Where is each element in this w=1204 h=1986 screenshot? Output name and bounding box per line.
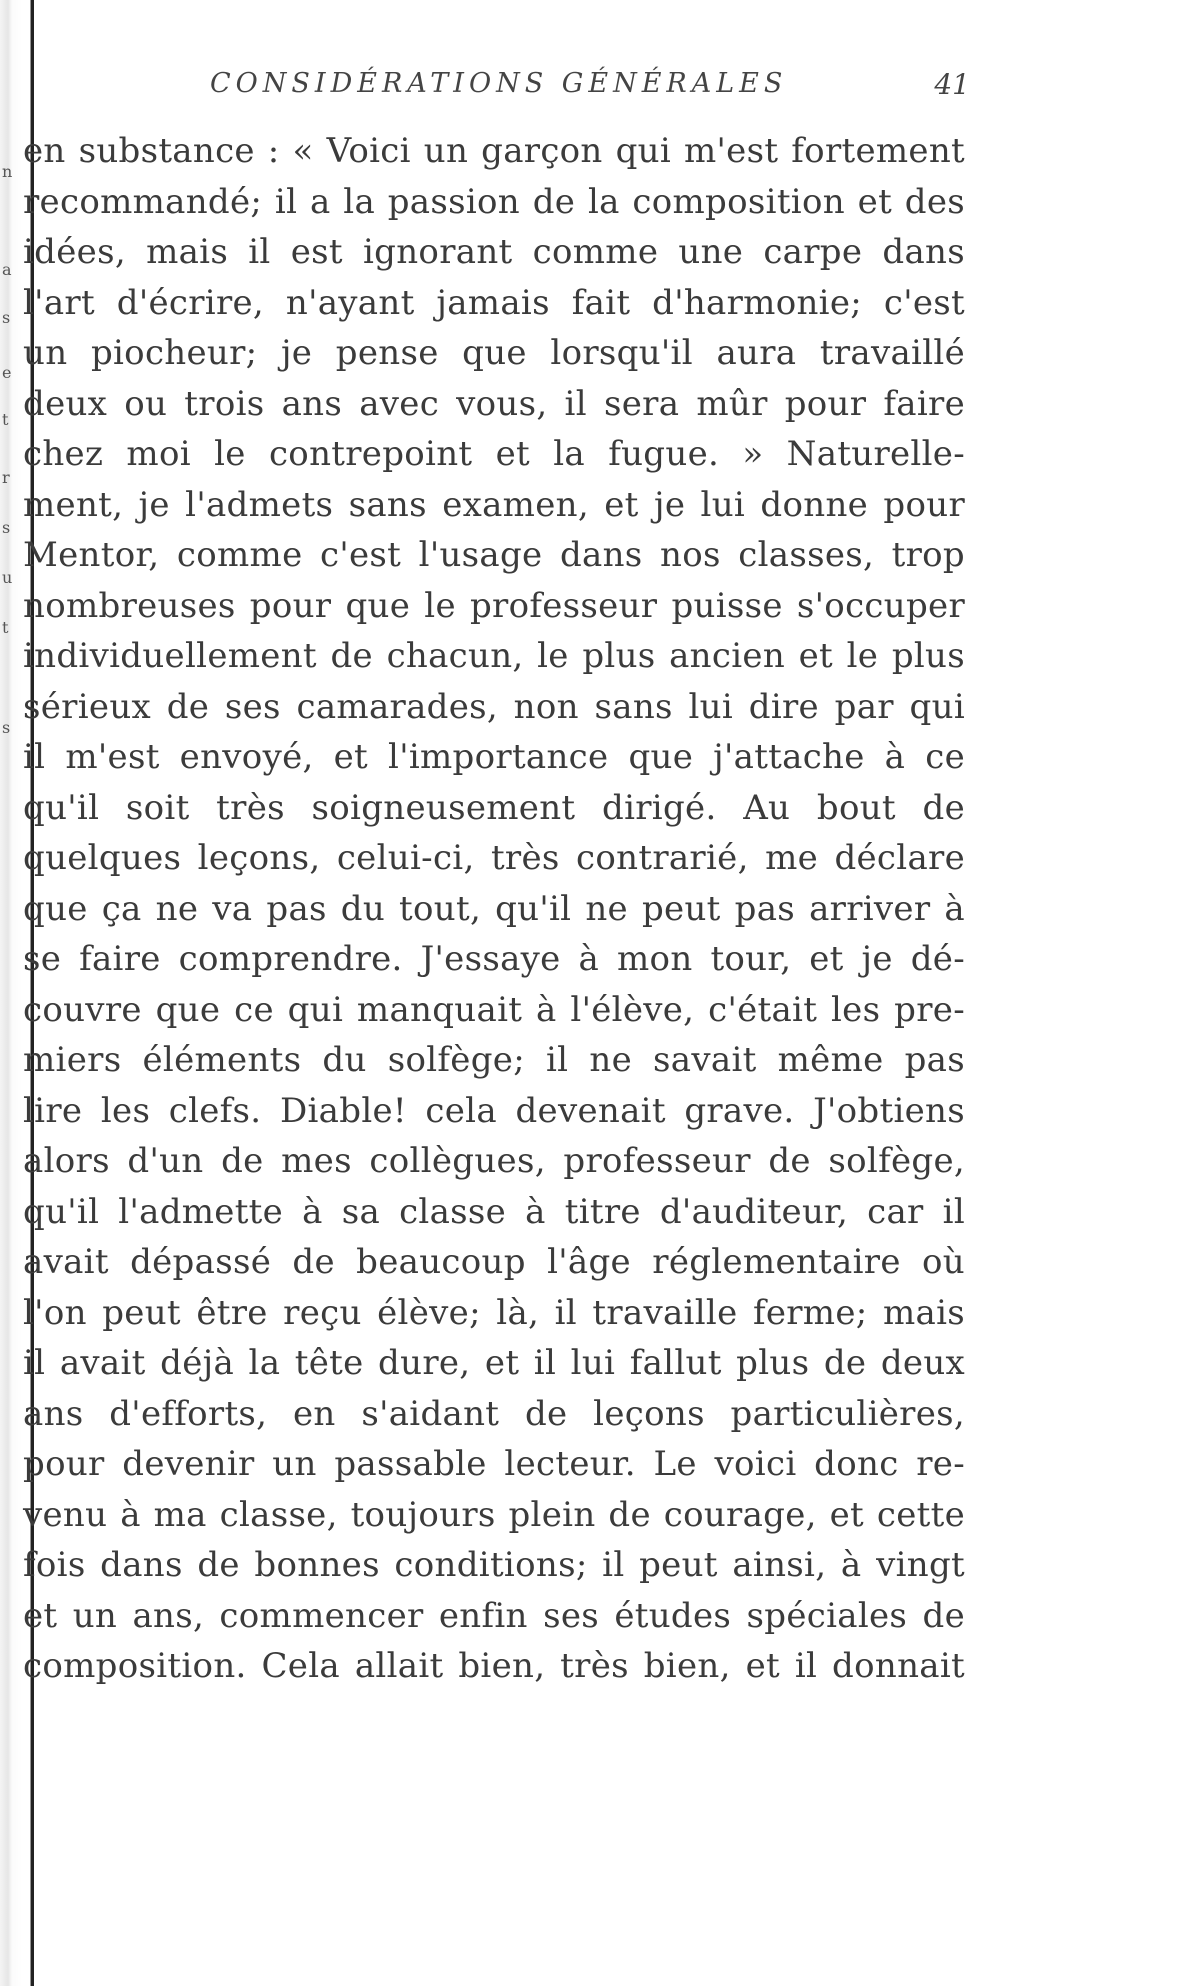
text-line: miers éléments du solfège; il ne savait même pas [23,1040,965,1080]
text-line: que ça ne va pas du tout, qu'il ne peut pas arriver à [23,888,965,929]
text-line: individuellement de chacun, le plus ancien et le plus [23,636,965,676]
gutter-char: u [2,568,13,587]
text-line: ans d'efforts, en s'aidant de leçons particulières, [23,1393,965,1434]
text-line: l'art d'écrire, n'ayant jamais fait d'harmonie; c'est [23,282,965,323]
text-line: alors d'un de mes collègues, professeur de solfège, [23,1141,965,1181]
gutter-char: a [2,260,12,279]
text-line: qu'il l'admette à sa classe à titre d'auditeur, car il [23,1191,965,1232]
gutter-char: t [2,618,9,637]
text-line: l'on peut être reçu élève; là, il travaille ferme; mais [23,1292,965,1333]
text-line: idées, mais il est ignorant comme une carpe dans [23,232,965,272]
text-line: couvre que ce qui manquait à l'élève, c'était les pre- [23,989,965,1030]
text-line: composition. Cela allait bien, très bien, et il donnait [23,1646,965,1686]
text-line: il avait déjà la tête dure, et il lui fallut plus de deux [23,1343,965,1383]
gutter-char: n [2,162,13,181]
gutter-char: e [2,363,12,382]
text-line: Mentor, comme c'est l'usage dans nos classes, trop [23,535,965,575]
text-line: qu'il soit très soigneusement dirigé. Au bout de [23,787,965,828]
text-line: fois dans de bonnes conditions; il peut ainsi, à vingt [23,1545,965,1585]
text-line: il m'est envoyé, et l'importance que j'attache à ce [23,737,965,777]
page-number: 41 [934,68,970,101]
text-line: et un ans, commencer enfin ses études spéciales de [23,1595,965,1636]
text-line: un piocheur; je pense que lorsqu'il aura travaillé [23,333,965,373]
text-line: quelques leçons, celui-ci, très contrarié, me déclare [23,838,965,878]
gutter-char: s [2,518,11,537]
body-text [23,126,965,1692]
text-line: pour devenir un passable lecteur. Le voici donc re- [23,1444,965,1484]
gutter-char: s [2,718,11,737]
text-line: chez moi le contrepoint et la fugue. » Naturelle- [23,434,965,474]
text-line: lire les clefs. Diable! cela devenait grave. J'obtiens [23,1090,965,1131]
text-line: en substance : « Voici un garçon qui m'est fortement [23,131,965,171]
text-line: deux ou trois ans avec vous, il sera mûr pour faire [23,383,965,424]
text-line: se faire comprendre. J'essaye à mon tour, et je dé- [23,939,965,979]
gutter-char: r [2,468,10,487]
running-title: CONSIDÉRATIONS GÉNÉRALES [210,68,788,99]
text-line: nombreuses pour que le professeur puisse s'occuper [23,585,965,626]
text-line: ment, je l'admets sans examen, et je lui donne pour [23,484,965,525]
text-line: venu à ma classe, toujours plein de courage, et cette [23,1494,965,1535]
gutter-char: s [2,308,11,327]
running-head [210,68,970,108]
text-line: recommandé; il a la passion de la composition et des [23,181,965,222]
text-line: avait dépassé de beaucoup l'âge réglementaire où [23,1242,965,1282]
text-line: sérieux de ses camarades, non sans lui dire par qui [23,686,965,727]
gutter-char: t [2,410,9,429]
